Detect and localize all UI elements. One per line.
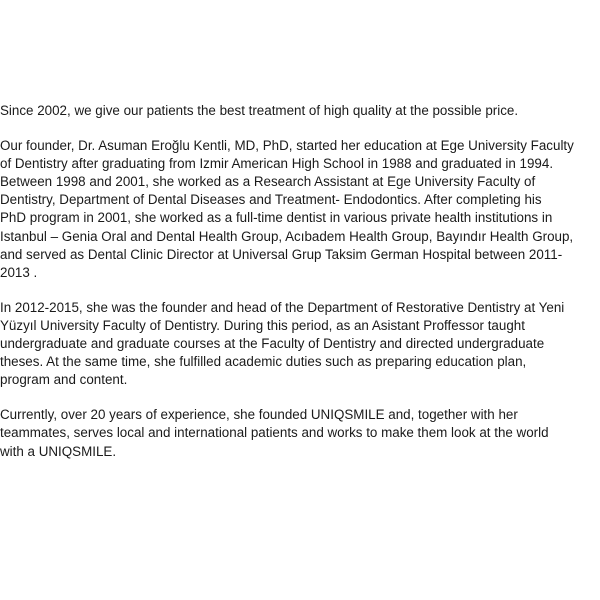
- document-body: [0, 102, 598, 478]
- text-line: Dentistry, Department of Dental Diseases and Treatment- Endodontics. After completing his: [0, 192, 542, 208]
- paragraph-founder: [0, 137, 598, 282]
- text-line: Since 2002, we give our patients the best treatment of high quality at the possible price.: [0, 103, 519, 118]
- text-line: and served as Dental Clinic Director at Universal Grup Taksim German Hospital between 2011-: [0, 246, 563, 262]
- text-line: of Dentistry after graduating from Izmir American High School in 1988 and graduated in 1994.: [0, 156, 554, 172]
- text-line: undergraduate and graduate courses at the Faculty of Dentistry and directed undergraduate: [0, 336, 545, 352]
- text-line: PhD program in 2001, she worked as a full-time dentist in various private health institutions in: [0, 210, 553, 226]
- text-line: Istanbul – Genia Oral and Dental Health Group, Acıbadem Health Group, Bayındır Health Group,: [0, 228, 574, 244]
- text-line: program and content.: [0, 372, 128, 388]
- text-line: teammates, serves local and international patients and works to make them look at the world: [0, 425, 549, 441]
- text-line: Between 1998 and 2001, she worked as a Research Assistant at Ege University Faculty of: [0, 174, 536, 190]
- text-line: Currently, over 20 years of experience, she founded UNIQSMILE and, together with her: [0, 407, 518, 423]
- text-line: with a UNIQSMILE.: [0, 443, 117, 459]
- paragraph-intro: [0, 102, 598, 120]
- text-line: theses. At the same time, she fulfilled academic duties such as preparing education plan,: [0, 354, 527, 370]
- text-line: In 2012-2015, she was the founder and head of the Department of Restorative Dentistry at Yeni: [0, 299, 565, 315]
- text-line: Yüzyıl University Faculty of Dentistry. During this period, as an Asistant Proffessor taught: [0, 317, 525, 333]
- paragraph-academic: [0, 299, 598, 389]
- paragraph-current: [0, 406, 598, 460]
- text-line: 2013 .: [0, 264, 38, 280]
- text-line: Our founder, Dr. Asuman Eroğlu Kentli, MD, PhD, started her education at Ege University Faculty: [0, 138, 574, 154]
